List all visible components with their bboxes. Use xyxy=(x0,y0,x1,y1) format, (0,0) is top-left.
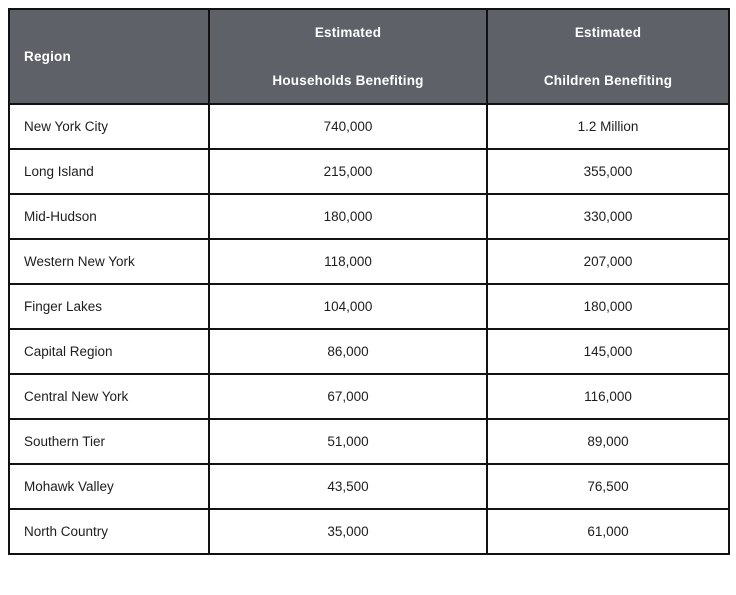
children-cell: 89,000 xyxy=(487,419,729,464)
region-cell: Central New York xyxy=(9,374,209,419)
table-row xyxy=(9,194,729,239)
table-header xyxy=(9,9,729,104)
households-cell: 43,500 xyxy=(209,464,487,509)
households-cell: 215,000 xyxy=(209,149,487,194)
households-cell: 118,000 xyxy=(209,239,487,284)
region-cell: Capital Region xyxy=(9,329,209,374)
children-cell: 116,000 xyxy=(487,374,729,419)
children-cell: 145,000 xyxy=(487,329,729,374)
column-header-children xyxy=(487,9,729,104)
households-cell: 104,000 xyxy=(209,284,487,329)
region-cell: New York City xyxy=(9,104,209,149)
region-cell: Southern Tier xyxy=(9,419,209,464)
children-cell: 76,500 xyxy=(487,464,729,509)
region-cell: Finger Lakes xyxy=(9,284,209,329)
children-cell: 1.2 Million xyxy=(487,104,729,149)
column-header-households xyxy=(209,9,487,104)
table-row xyxy=(9,374,729,419)
children-cell: 207,000 xyxy=(487,239,729,284)
children-cell: 355,000 xyxy=(487,149,729,194)
header-row xyxy=(9,9,729,104)
column-header-children-line1: Estimated xyxy=(574,25,642,40)
table-row xyxy=(9,104,729,149)
households-cell: 86,000 xyxy=(209,329,487,374)
region-cell: Western New York xyxy=(9,239,209,284)
table-body xyxy=(9,104,729,554)
region-cell: Mohawk Valley xyxy=(9,464,209,509)
table-row xyxy=(9,464,729,509)
table-row xyxy=(9,149,729,194)
households-cell: 740,000 xyxy=(209,104,487,149)
table-row xyxy=(9,509,729,554)
households-cell: 67,000 xyxy=(209,374,487,419)
column-header-children-line2: Children Benefiting xyxy=(543,73,673,88)
households-cell: 51,000 xyxy=(209,419,487,464)
column-header-households-line1: Estimated xyxy=(314,25,382,40)
children-cell: 61,000 xyxy=(487,509,729,554)
households-cell: 180,000 xyxy=(209,194,487,239)
region-cell: Long Island xyxy=(9,149,209,194)
table-row xyxy=(9,329,729,374)
table-row xyxy=(9,419,729,464)
table-row xyxy=(9,239,729,284)
benefits-table xyxy=(8,8,730,555)
region-cell: Mid-Hudson xyxy=(9,194,209,239)
column-header-households-line2: Households Benefiting xyxy=(272,73,424,88)
children-cell: 330,000 xyxy=(487,194,729,239)
children-cell: 180,000 xyxy=(487,284,729,329)
table-row xyxy=(9,284,729,329)
column-header-region: Region xyxy=(9,9,209,104)
region-cell: North Country xyxy=(9,509,209,554)
households-cell: 35,000 xyxy=(209,509,487,554)
